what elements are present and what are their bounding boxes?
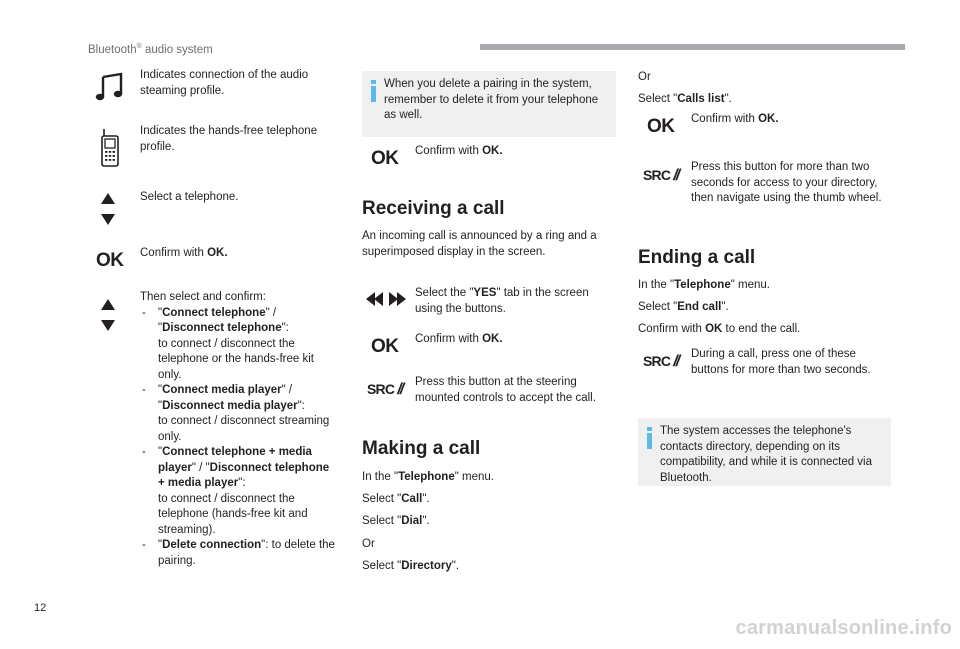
or-text: Or — [362, 538, 375, 550]
watermark: carmanualsonline.info — [735, 617, 952, 639]
info-box — [638, 418, 891, 486]
list-item: - "Delete connection": to delete the pairing. — [140, 538, 336, 569]
select-end-call-text: Select "End call". — [638, 301, 729, 313]
phone-icon — [99, 128, 121, 168]
connect-options-list — [140, 306, 336, 570]
making-telephone-menu: In the "Telephone" menu. — [362, 471, 494, 483]
info-icon — [643, 427, 657, 449]
section-title: Bluetooth® audio system — [88, 43, 213, 56]
connect-options — [140, 290, 336, 569]
press-long-text: Press this button for more than two seconds for access to your directory, then navigate using the thumb wheel. — [691, 161, 882, 204]
confirm-ok-text: Confirm with OK. — [691, 113, 779, 125]
info-icon — [367, 80, 381, 102]
select-dial-text: Select "Dial". — [362, 515, 430, 527]
list-item: - "Connect telephone" / "Disconnect telephone": to connect / disconnect the telephone or the hands-free kit only. — [140, 306, 336, 384]
list-item: - "Connect telephone + media player" / "Disconnect telephone + media player": to connect / disconnect the telephone (hands-free kit and streaming). — [140, 445, 336, 538]
arrow-down-icon — [101, 320, 115, 331]
music-profile-text: Indicates connection of the audio steaming profile. — [140, 69, 309, 97]
steering-text: Press this button at the steering mounted controls to accept the call. — [415, 376, 596, 404]
select-calls-list-text: Select "Calls list". — [638, 93, 732, 105]
ending-telephone-menu: In the "Telephone" menu. — [638, 279, 770, 291]
confirm-ok-text: Confirm with OK. — [415, 145, 503, 157]
music-note-icon — [94, 72, 124, 102]
ok-icon: OK — [96, 250, 124, 271]
handsfree-profile-text: Indicates the hands-free telephone profile. — [140, 125, 318, 153]
src-button-icon: SRC // — [367, 381, 403, 398]
page-number: 12 — [34, 602, 47, 614]
section-heading-receiving: Receiving a call — [362, 198, 505, 219]
during-call-text: During a call, press one of these buttons for more than two seconds. — [691, 348, 871, 376]
ok-icon: OK — [647, 116, 675, 137]
select-directory-text: Select "Directory". — [362, 560, 460, 572]
receiving-text: An incoming call is announced by a ring and a superimposed display in the screen. — [362, 230, 597, 258]
select-telephone-text: Select a telephone. — [140, 191, 239, 203]
select-yes-text: Select the "YES" tab in the screen using the buttons. — [415, 287, 589, 315]
ok-icon: OK — [371, 148, 399, 169]
section-heading-making: Making a call — [362, 438, 481, 459]
left-right-arrows-icon — [366, 291, 406, 307]
ok-icon: OK — [371, 336, 399, 357]
section-heading-ending: Ending a call — [638, 247, 756, 268]
confirm-end-call-text: Confirm with OK to end the call. — [638, 323, 801, 335]
src-button-icon: SRC // — [643, 353, 679, 370]
confirm-ok-text: Confirm with OK. — [415, 333, 503, 345]
arrow-down-icon — [101, 214, 115, 225]
then-select-text: Then select and confirm: — [140, 291, 266, 303]
header-bar — [480, 44, 905, 50]
info-text: When you delete a pairing in the system, remember to delete it from your telephone as well. — [384, 78, 599, 121]
info-text: The system accesses the telephone's contacts directory, depending on its compatibility, and while it is connected via Bluetooth. — [660, 425, 873, 484]
arrow-up-icon — [101, 299, 115, 310]
confirm-ok-text: Confirm with OK. — [140, 247, 228, 259]
list-item: - "Connect media player" / "Disconnect media player": to connect / disconnect streaming only. — [140, 383, 336, 445]
arrow-up-icon — [101, 193, 115, 204]
select-call-text: Select "Call". — [362, 493, 430, 505]
src-button-icon: SRC // — [643, 167, 679, 184]
info-box — [362, 71, 616, 137]
or-text: Or — [638, 71, 651, 83]
